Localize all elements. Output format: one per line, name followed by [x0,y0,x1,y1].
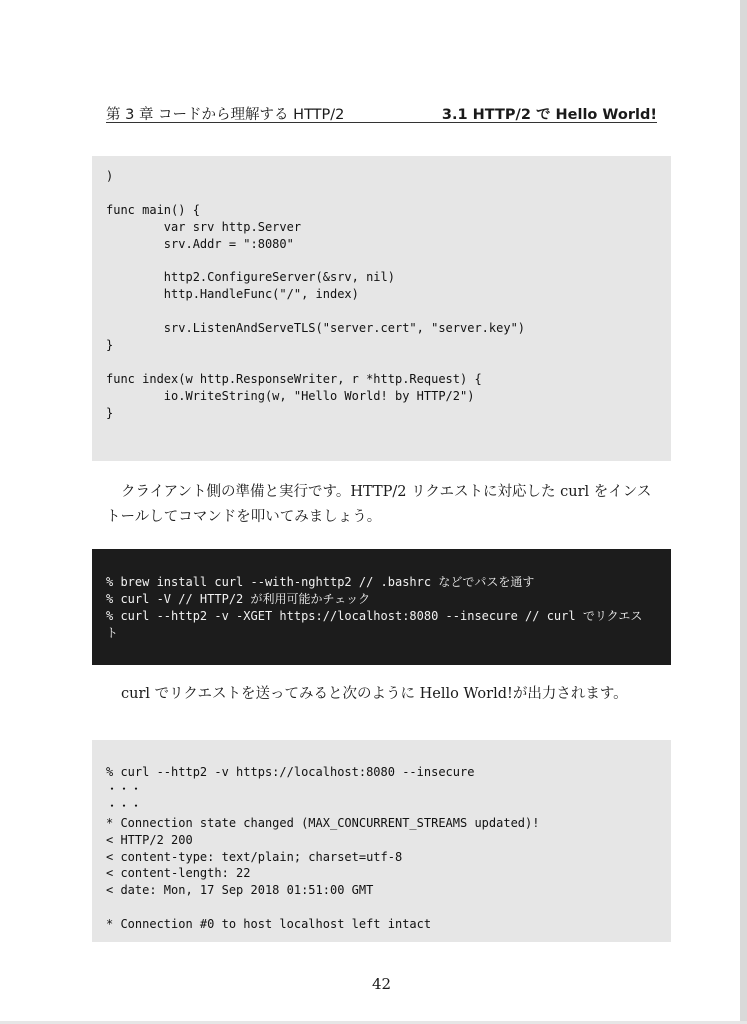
code-line: % curl --http2 -v https://localhost:8080 --insecure [106,765,475,779]
code-line: ト [106,625,119,640]
code-line: ) [106,169,114,183]
curl-output-block [92,740,671,942]
body-paragraph-result: curl でリクエストを送ってみると次のように Hello World!が出力されます。 [121,686,628,702]
chapter-title: 第 3 章 コードから理解する HTTP/2 [106,107,345,123]
code-line: % curl --http2 -v -XGET https://localhost:8080 --insecure // curl でリクエス [106,608,643,623]
code-line: * Connection state changed (MAX_CONCURRENT_STREAMS updated)! [106,815,540,830]
code-line: func main() { [106,202,200,217]
code-line: srv.ListenAndServeTLS("server.cert", "server.key") [106,321,526,336]
code-line: % curl -V // HTTP/2 が利用可能かチェック [106,591,371,606]
code-line: } [106,405,114,420]
page-number: 42 [371,975,392,993]
code-line: io.WriteString(w, "Hello World! by HTTP/2") [106,388,475,403]
code-line: < content-length: 22 [106,866,251,881]
code-line: < date: Mon, 17 Sep 2018 01:51:00 GMT [106,883,374,898]
code-line: ・・・ [106,798,143,813]
code-line: var srv http.Server [106,219,302,234]
code-line: http.HandleFunc("/", index) [106,287,359,302]
section-title: 3.1 HTTP/2 で Hello World! [441,107,657,123]
running-header [106,100,657,123]
code-line: http2.ConfigureServer(&srv, nil) [106,270,395,285]
shell-command-block [92,549,671,665]
code-line: * Connection #0 to host localhost left intact [106,917,432,932]
code-line: ・・・ [106,781,143,796]
body-paragraph-client: クライアント側の準備と実行です。HTTP/2 リクエストに対応した curl をインストールしてコマンドを叩いてみましょう。 [106,484,652,525]
code-line: } [106,338,114,353]
page-edge-right [740,0,747,1024]
code-line: < HTTP/2 200 [106,832,193,847]
code-line: func index(w http.ResponseWriter, r *http.Request) { [106,371,482,386]
code-line: srv.Addr = ":8080" [106,236,294,251]
go-server-code-block [92,156,671,461]
code-line: % brew install curl --with-nghttp2 // .bashrc などでパスを通す [106,575,535,589]
code-line: < content-type: text/plain; charset=utf-8 [106,849,403,864]
